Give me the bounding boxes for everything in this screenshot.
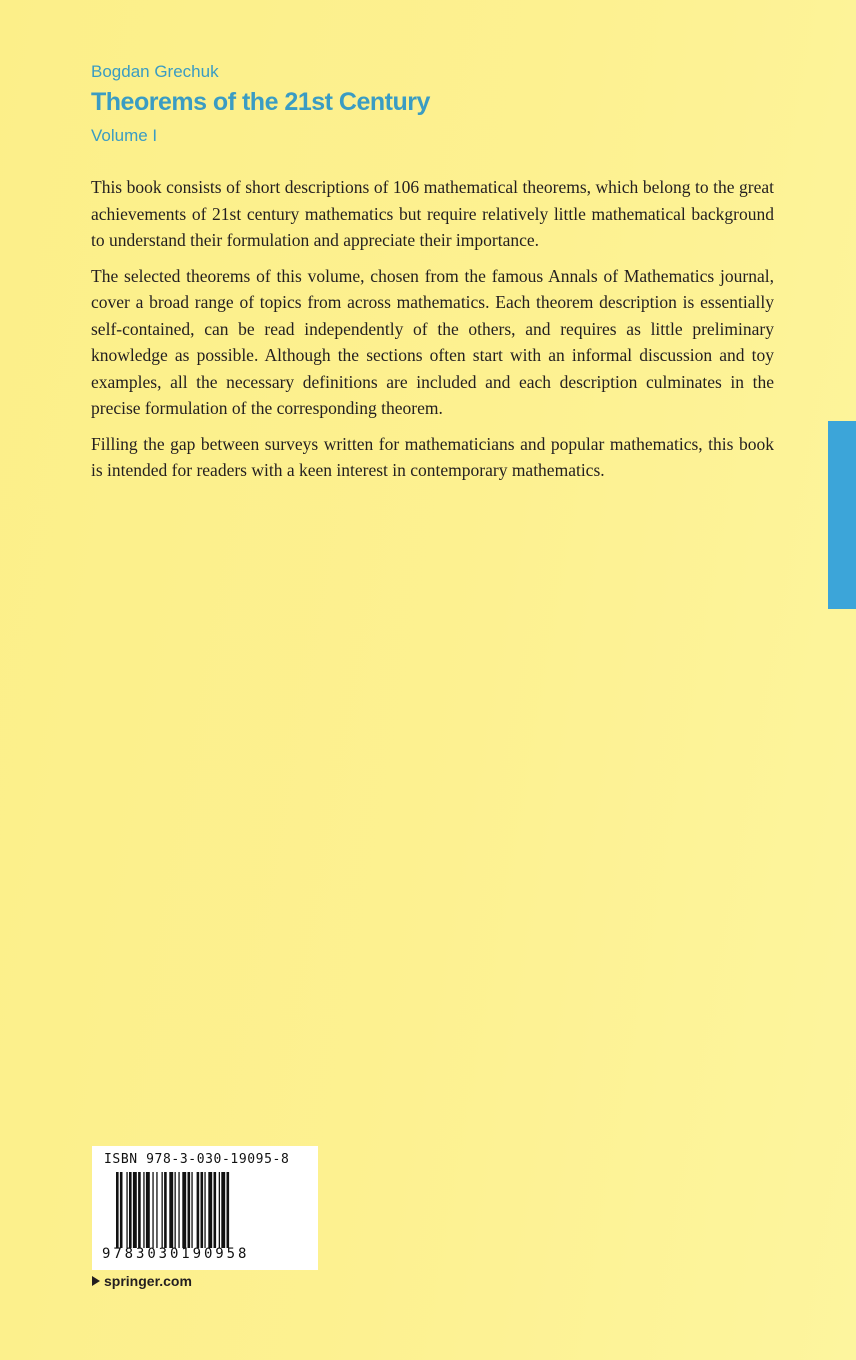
publisher-url: springer.com [104,1273,192,1289]
author-name: Bogdan Grechuk [91,62,219,81]
book-title: Theorems of the 21st Century [91,88,430,116]
arrow-right-icon [92,1276,100,1286]
isbn-label: ISBN 978-3-030-19095-8 [104,1152,290,1167]
volume-label: Volume I [91,126,158,145]
barcode [92,1146,318,1270]
publisher-link[interactable] [92,1273,192,1289]
barcode-bars [116,1172,296,1248]
blurb-paragraph: This book consists of short descriptions of 106 mathematical theorems, which belong to the great achievements of 21st century mathematics but require relatively little mathematical background to understand their formulation and appreciate their importance. [91,177,774,250]
blurb-paragraph: The selected theorems of this volume, chosen from the famous Annals of Mathematics journal, cover a broad range of topics from across mathematics. Each theorem description is essentially self-contained, can be read independently of the others, and requires as little preliminary knowledge as possible. Although the sections often start with an informal discussion and toy examples, all the necessary definitions are included and each description culminates in the precise formulation of the corresponding theorem. [91,265,774,418]
blurb-paragraph: Filling the gap between surveys written for mathematicians and popular mathematics, this book is intended for readers with a keen interest in contemporary mathematics. [91,433,774,480]
barcode-digits: 9783030190958 [102,1246,250,1262]
blurb [91,174,774,493]
color-tab [828,421,856,609]
